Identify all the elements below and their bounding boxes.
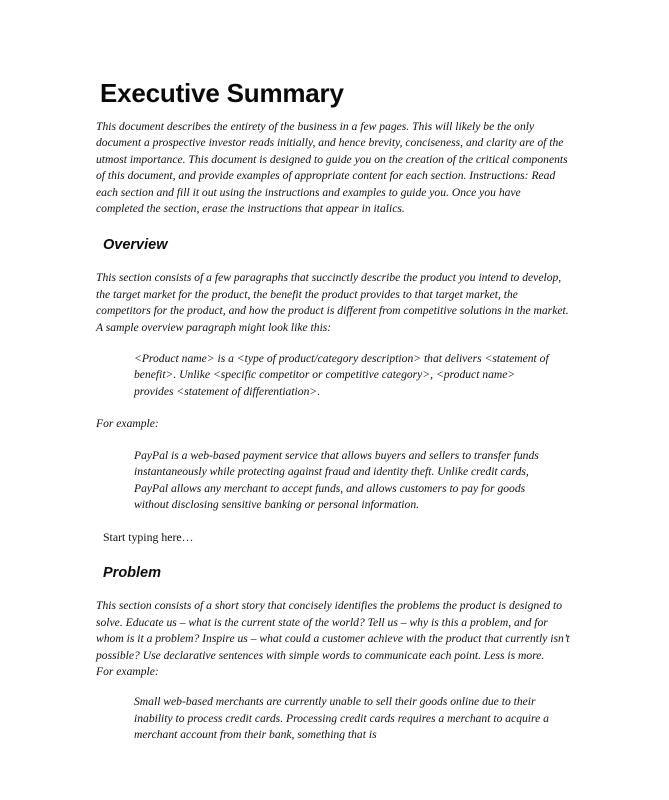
spacer [96, 582, 570, 598]
problem-example-block: Small web-based merchants are currently unable to sell their goods online due to their inability to process credit cards. Processing credit cards requires a merchant to acquire a merchant account from their bank, something that is [134, 695, 549, 742]
problem-instruction-paragraph: This section consists of a short story that concisely identifies the problems the product is designed to solve. Educate us – what is the current state of the world? Tell us – why is this a problem, and for whom is it a problem? Inspire us – what could a customer achieve with the product that currently isn’t possible? Use declarative sentences with simple words to communicate each point. Less is more. [96, 599, 570, 662]
intro-paragraph: This document describes the entirety of the business in a few pages. This will likely be the only document a prospective investor reads initially, and hence brevity, conciseness, and clarity are of the utmost importance. This document is designed to guide you on the creation of the critical components of this document, and provide examples of appropriate content for each section. Instructions: Read each section and fill it out using the instructions and examples to guide you. Once you have completed the section, erase the instructions that appear in italics. [96, 120, 568, 216]
document-body [96, 78, 570, 744]
overview-example-label: For example: [96, 417, 159, 431]
overview-start-typing-prompt[interactable]: Start typing here… [103, 530, 194, 545]
page-title: Executive Summary [100, 78, 344, 108]
overview-template-block: <Product name> is a <type of product/category description> that delivers <statement of benefit>. Unlike <specific competitor or competitive category>, <product name> provides <statement of differentiation>. [134, 352, 549, 398]
spacer [96, 254, 570, 270]
spacer [96, 400, 570, 416]
overview-instruction-paragraph: This section consists of a few paragraphs that succinctly describe the product you intend to develop, the target market for the product, the benefit the product provides to that target market, the competitors for the product, and how the product is different from competitive solutions in the market. A sample overview paragraph might look like this: [96, 271, 569, 334]
spacer [96, 336, 570, 351]
spacer [96, 513, 570, 529]
spacer [96, 433, 570, 448]
problem-example-label: For example: [96, 664, 159, 678]
spacer [96, 680, 570, 694]
section-heading-overview: Overview [103, 237, 168, 254]
section-heading-problem: Problem [103, 565, 162, 582]
spacer [96, 545, 570, 564]
spacer [96, 217, 570, 236]
overview-example-block: PayPal is a web-based payment service that allows buyers and sellers to transfer funds instantaneously while protecting against fraud and identity theft. Unlike credit cards, PayPal allows any merchant to accept funds, and allows customers to pay for goods without disclosing sensitive banking or personal information. [134, 448, 539, 511]
